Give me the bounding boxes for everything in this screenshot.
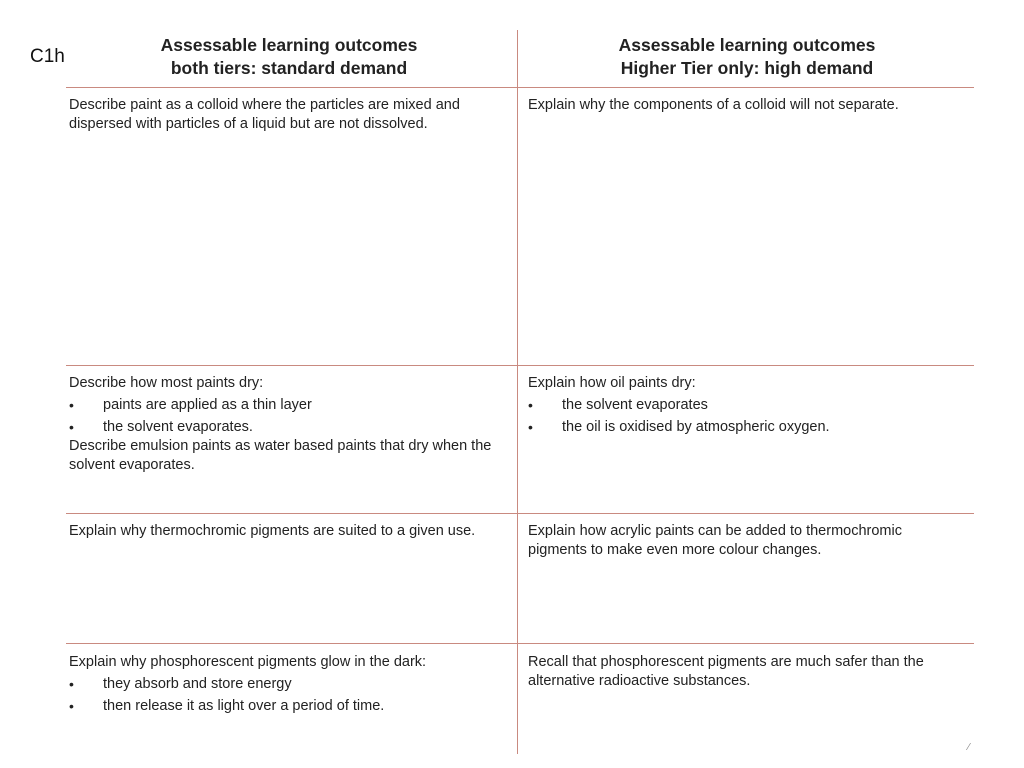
bullet-icon: •: [528, 419, 533, 435]
left-header-line-2: both tiers: standard demand: [170, 58, 408, 78]
row-1-left-cell: [69, 96, 509, 134]
row-4-left-intro: Explain why phosphorescent pigments glow in the dark:: [69, 654, 427, 670]
row-2-left-cell: [69, 374, 509, 475]
row-2-right-cell: [528, 374, 948, 437]
left-column-header: [66, 34, 512, 80]
list-item-text: the solvent evaporates: [562, 397, 708, 413]
row-3-left-text: Explain why thermochromic pigments are suited to a given use.: [69, 523, 476, 539]
row-divider-3: [66, 643, 974, 644]
row-2-left-intro: Describe how most paints dry:: [69, 375, 264, 391]
list-item-text: then release it as light over a period of time.: [103, 698, 385, 714]
list-item-text: they absorb and store energy: [103, 676, 292, 692]
header-rule: [66, 87, 974, 88]
corner-mark: ⁄: [968, 742, 970, 753]
row-1-right-text: Explain why the components of a colloid will not separate.: [528, 97, 899, 113]
row-3-right-cell: [528, 522, 958, 560]
row-2-left-outro: Describe emulsion paints as water based paints that dry when the solvent evaporates.: [69, 438, 492, 473]
bullet-icon: •: [69, 676, 74, 692]
row-3-left-cell: [69, 522, 509, 541]
section-code: C1h: [30, 46, 65, 67]
list-item: [528, 418, 948, 437]
column-divider: [517, 30, 518, 754]
list-item: [69, 396, 509, 415]
row-divider-2: [66, 513, 974, 514]
right-header-line-2: Higher Tier only: high demand: [620, 58, 874, 78]
list-item: [69, 418, 509, 437]
left-header-line-1: Assessable learning outcomes: [160, 35, 418, 55]
row-4-right-cell: [528, 653, 968, 691]
bullet-icon: •: [528, 397, 533, 413]
bullet-icon: •: [69, 419, 74, 435]
right-column-header: [522, 34, 972, 80]
list-item-text: paints are applied as a thin layer: [103, 397, 312, 413]
row-3-right-text: Explain how acrylic paints can be added to thermochromic pigments to make even more colour changes.: [528, 523, 902, 558]
row-1-right-cell: [528, 96, 948, 115]
row-divider-1: [66, 365, 974, 366]
list-item: [69, 675, 489, 694]
row-2-right-intro: Explain how oil paints dry:: [528, 375, 696, 391]
row-1-left-text: Describe paint as a colloid where the particles are mixed and dispersed with particles of a liquid but are not dissolved.: [69, 97, 460, 132]
row-4-right-text: Recall that phosphorescent pigments are much safer than the alternative radioactive substances.: [528, 654, 924, 689]
bullet-icon: •: [69, 698, 74, 714]
row-4-left-cell: [69, 653, 489, 716]
list-item: [69, 697, 489, 716]
list-item: [528, 396, 948, 415]
list-item-text: the solvent evaporates.: [103, 419, 253, 435]
bullet-icon: •: [69, 397, 74, 413]
list-item-text: the oil is oxidised by atmospheric oxygen.: [562, 419, 830, 435]
right-header-line-1: Assessable learning outcomes: [618, 35, 876, 55]
